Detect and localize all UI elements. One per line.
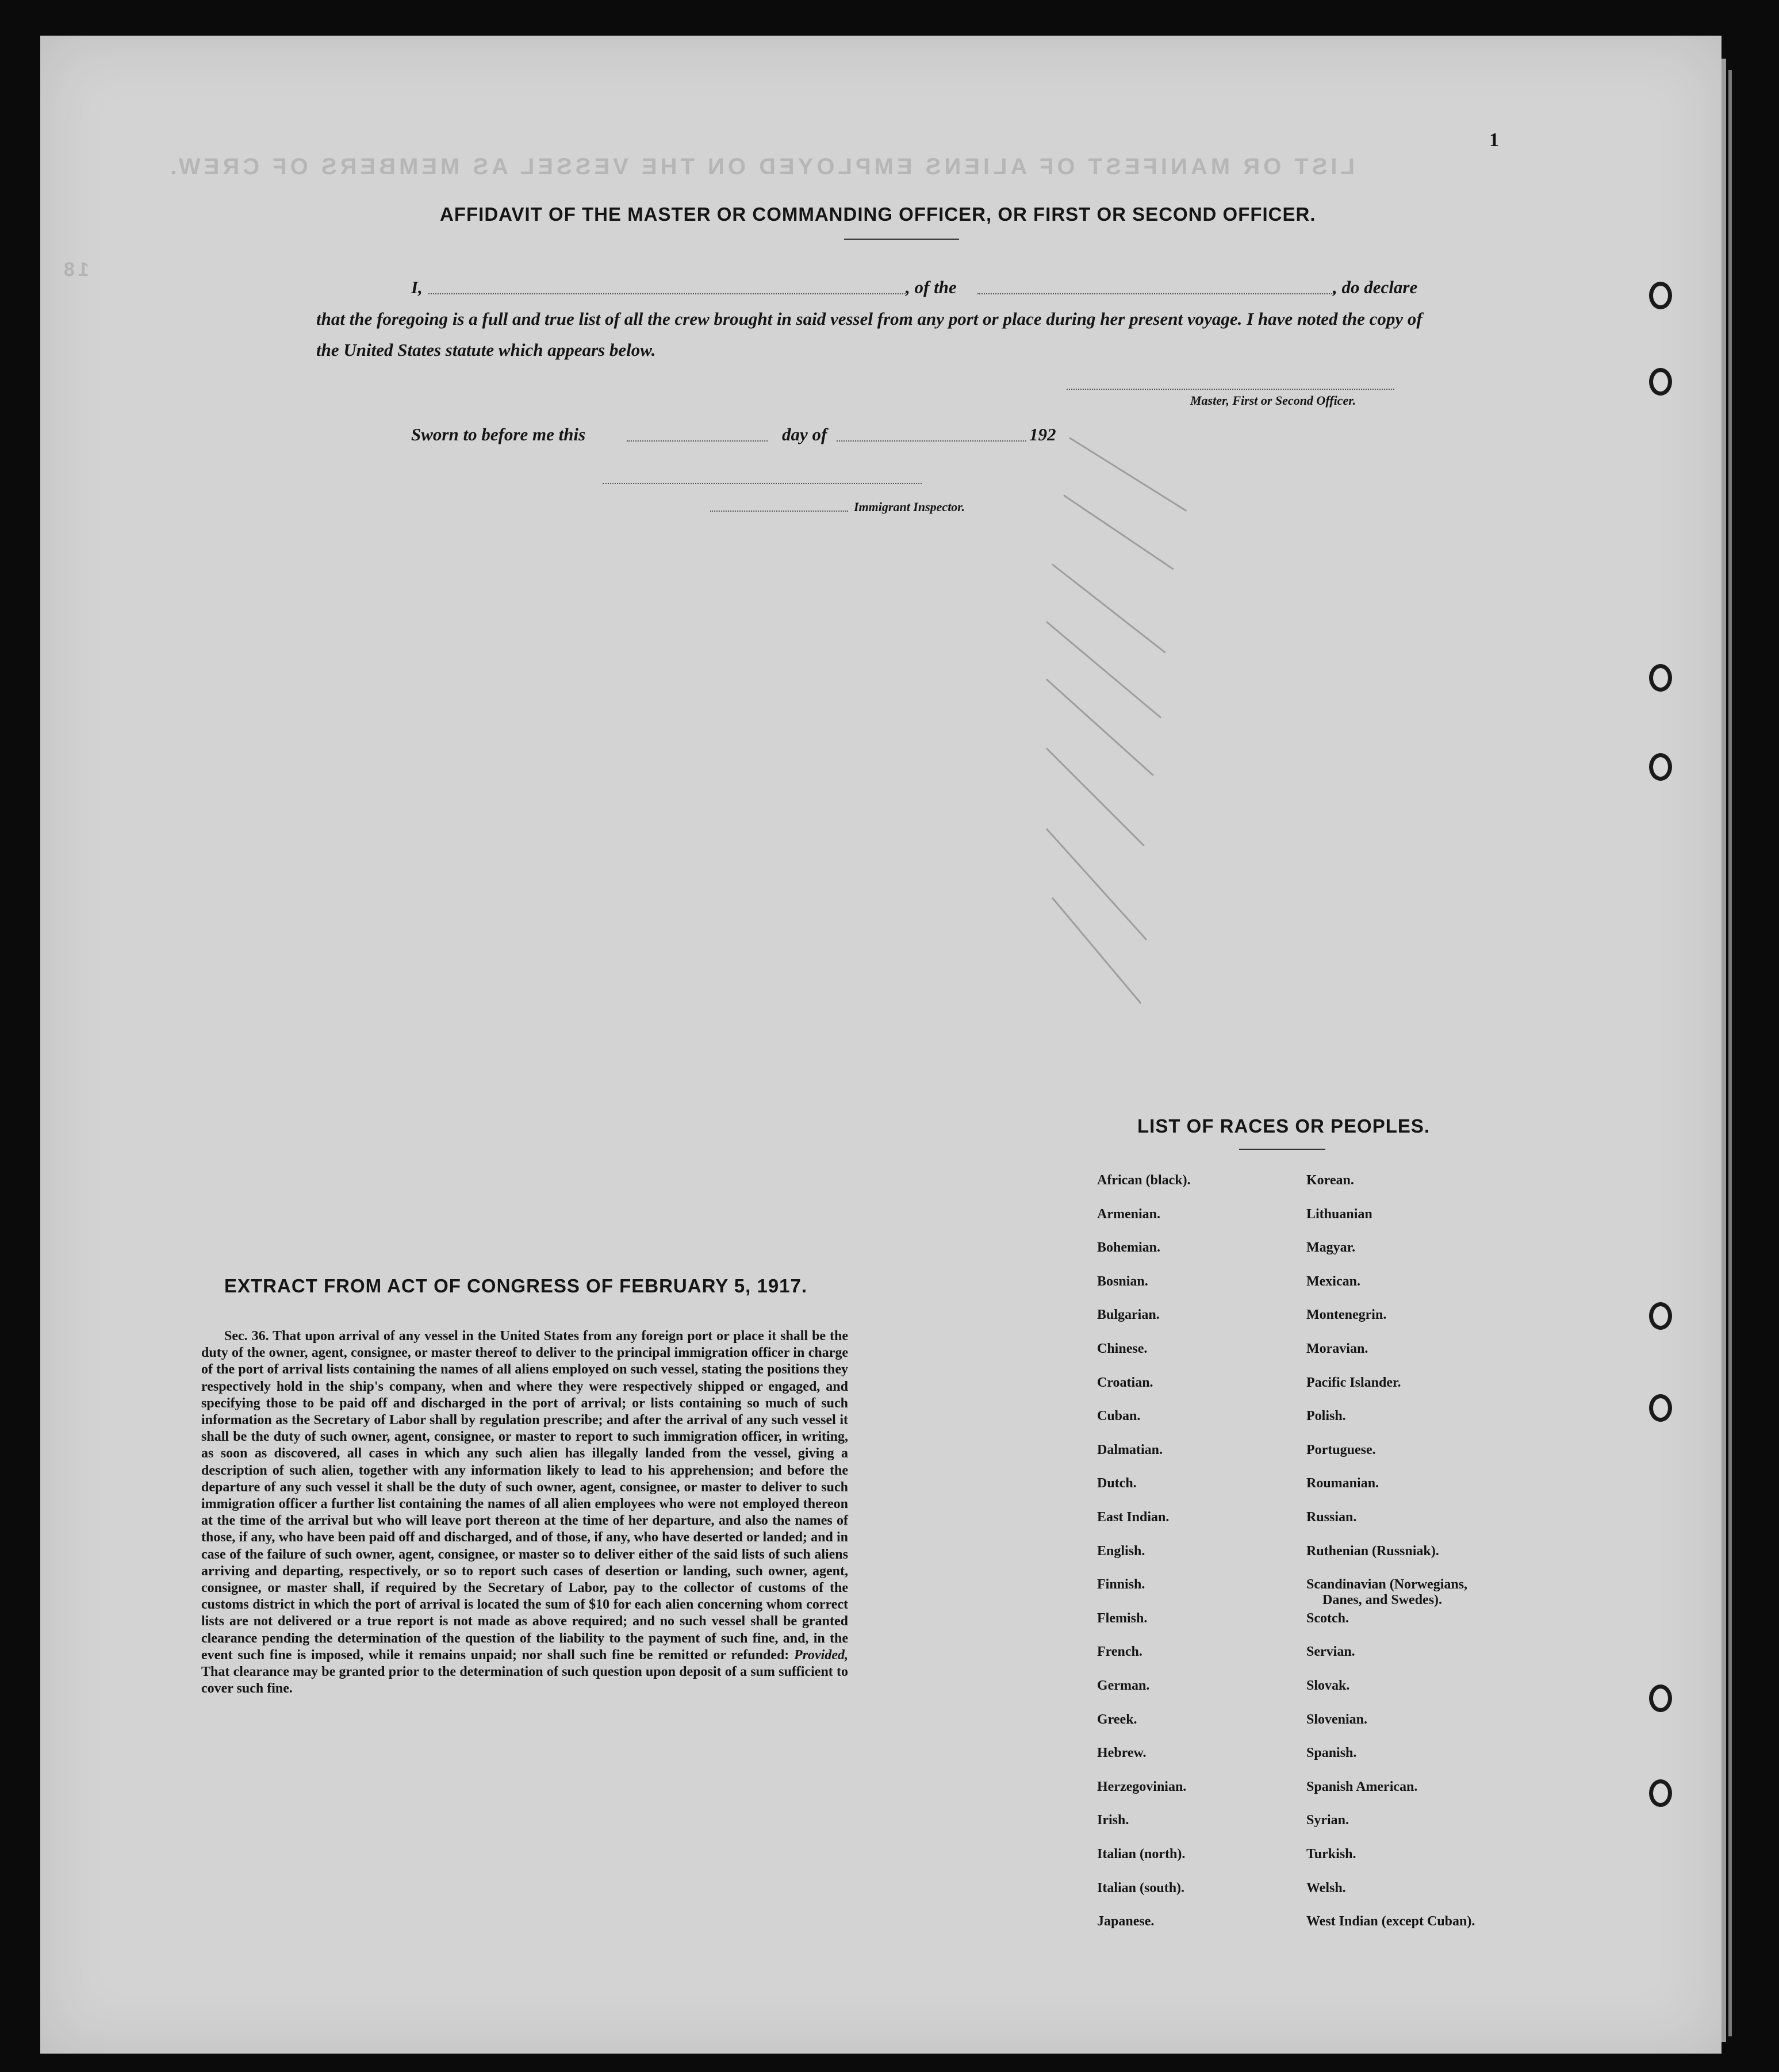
race-item: Portuguese. (1306, 1442, 1376, 1457)
page-edge (1728, 70, 1732, 2036)
affidavit-title: AFFIDAVIT OF THE MASTER OR COMMANDING OFFICER, OR FIRST OR SECOND OFFICER. (440, 204, 1316, 225)
race-item: Flemish. (1097, 1610, 1148, 1626)
race-item: Chinese. (1097, 1341, 1148, 1356)
race-item: Croatian. (1097, 1375, 1153, 1390)
races-title: LIST OF RACES OR PEOPLES. (1137, 1115, 1431, 1137)
race-item: Bohemian. (1097, 1240, 1161, 1256)
binder-hole (1649, 1685, 1672, 1712)
binder-hole (1649, 753, 1672, 781)
race-item: Pacific Islander. (1306, 1375, 1401, 1390)
race-item-continuation: Danes, and Swedes). (1322, 1593, 1443, 1608)
race-item: Mexican. (1306, 1273, 1360, 1289)
race-item: Servian. (1306, 1644, 1355, 1660)
race-item: Italian (south). (1097, 1880, 1185, 1896)
declare-suffix: , do declare (1333, 277, 1418, 297)
race-item: Syrian. (1306, 1813, 1349, 1828)
race-item: English. (1097, 1543, 1145, 1559)
race-item: Armenian. (1097, 1206, 1160, 1222)
race-item: African (black). (1097, 1173, 1191, 1188)
proviso-text: That clearance may be granted prior to the determination of such question upon deposit of a sum sufficient to cover such fine. (201, 1664, 848, 1697)
race-item: Montenegrin. (1306, 1307, 1387, 1323)
race-item: Bosnian. (1097, 1273, 1148, 1289)
vessel-blank (977, 293, 1334, 294)
signature-label: Master, First or Second Officer. (1190, 393, 1356, 408)
binder-hole (1649, 1302, 1672, 1330)
race-item: French. (1097, 1644, 1142, 1660)
section-body: That upon arrival of any vessel in the United States from any foreign port or place it shall be the duty of the owner, agent, consignee, or master thereof to deliver to the principal immigration officer in charge of the port of arrival lists containing the names of all aliens employed on such vessel, stating the positions they respectively hold in the ship's company, when and where they were respectively shipped or engaged, and specifying those to be paid off and discharged in the port of arrival; or lists containing so much of such information as the Secretary of Labor shall by regulation prescribe; and after the arrival of any such vessel it shall be the duty of such owner, agent, consignee, or master to report to such immigration officer, in writing, as soon as discovered, all cases in which any such alien has illegally landed from the vessel, giving a description of such alien, together with any information likely to lead to his apprehension; and before the departure of any such vessel it shall be the duty of such owner, agent, consignee, or master to deliver to such immigration officer a further list containing the names of all alien employees who were not employed thereon at the time of the arrival but who will leave port thereon at the time of her departure, and also the names of those, if any, who have been paid off and discharged, and of those, if any, who have deserted or landed; and in case of the failure of such owner, agent, consignee, or master so to deliver either of the said lists of such aliens arriving and departing, respectively, or so to report such cases of desertion or landing, such owner, agent, consignee, or master shall, if required by the Secretary of Labor, pay to the collector of customs of the customs district in which the port of arrival is located the sum of $10 for each alien concerning whom correct lists are not delivered or a true report is not made as above required; and no such vessel shall be granted clearance pending the determination of the question of the liability to the payment of such fine, and, in the event such fine is imposed, while it remains unpaid; nor shall such fine be remitted or refunded: (201, 1329, 848, 1663)
race-item: East Indian. (1097, 1510, 1170, 1525)
races-divider (1239, 1149, 1325, 1150)
binder-hole (1649, 368, 1672, 396)
top-mark: 1 (1489, 129, 1499, 151)
race-item: Cuban. (1097, 1409, 1141, 1424)
race-item: Polish. (1306, 1409, 1346, 1424)
extract-text (201, 1328, 848, 1697)
day-blank (627, 440, 768, 442)
title-divider (844, 239, 959, 240)
race-item: West Indian (except Cuban). (1306, 1914, 1475, 1929)
race-item: Moravian. (1306, 1341, 1368, 1356)
affidavit-body: that the foregoing is a full and true list of all the crew brought in said vessel from any port or place during her present voyage. I have noted the copy of the United States statute which appears below. (316, 309, 1423, 360)
month-blank (837, 440, 1026, 442)
sworn-day-of: day of (782, 424, 827, 444)
race-item: Italian (north). (1097, 1847, 1186, 1862)
race-item: Greek. (1097, 1712, 1137, 1727)
inspector-line (710, 511, 848, 512)
proviso-word: Provided, (794, 1647, 849, 1663)
race-item: Russian. (1306, 1510, 1357, 1525)
race-item: Irish. (1097, 1813, 1129, 1828)
extract-title: EXTRACT FROM ACT OF CONGRESS OF FEBRUARY 5, 1917. (224, 1275, 808, 1296)
bleed-through-header: LIST OR MANIFEST OF ALIENS EMPLOYED ON THE VESSEL AS MEMBERS OF CREW. (167, 154, 1355, 179)
section-number: Sec. 36. (224, 1329, 269, 1344)
race-item: Slovak. (1306, 1678, 1350, 1693)
declare-of-the: , of the (906, 277, 957, 297)
race-item: Herzegovinian. (1097, 1779, 1187, 1794)
race-item: German. (1097, 1678, 1150, 1693)
race-item: Finnish. (1097, 1577, 1145, 1593)
race-item: Ruthenian (Russniak). (1306, 1543, 1439, 1559)
sworn-prefix: Sworn to before me this (411, 424, 586, 444)
binder-hole (1649, 1394, 1672, 1422)
race-item: Scandinavian (Norwegians, (1306, 1577, 1468, 1593)
race-item: Hebrew. (1097, 1745, 1147, 1761)
bleed-through-mark: 18 (60, 259, 89, 281)
race-item: Bulgarian. (1097, 1307, 1160, 1323)
sworn-year: 192 (1029, 424, 1056, 444)
race-item: Lithuanian (1306, 1206, 1372, 1222)
race-item: Magyar. (1306, 1240, 1356, 1256)
race-item: Slovenian. (1306, 1712, 1368, 1727)
binder-hole (1649, 664, 1672, 692)
declare-prefix: I, (411, 277, 423, 297)
race-item: Welsh. (1306, 1880, 1346, 1896)
race-item: Spanish American. (1306, 1779, 1418, 1794)
name-blank (428, 293, 906, 294)
signature-line (1067, 389, 1394, 390)
inspector-line-upper (603, 483, 922, 484)
race-item: Dalmatian. (1097, 1442, 1163, 1457)
binder-hole (1649, 282, 1672, 309)
race-item: Scotch. (1306, 1610, 1349, 1626)
race-item: Turkish. (1306, 1847, 1356, 1862)
binder-hole (1649, 1779, 1672, 1807)
race-item: Japanese. (1097, 1914, 1155, 1929)
race-item: Korean. (1306, 1173, 1354, 1188)
inspector-label: Immigrant Inspector. (854, 500, 965, 514)
race-item: Spanish. (1306, 1745, 1357, 1761)
page-edge (1722, 59, 1726, 2042)
race-item: Dutch. (1097, 1476, 1137, 1491)
race-item: Roumanian. (1306, 1476, 1379, 1491)
